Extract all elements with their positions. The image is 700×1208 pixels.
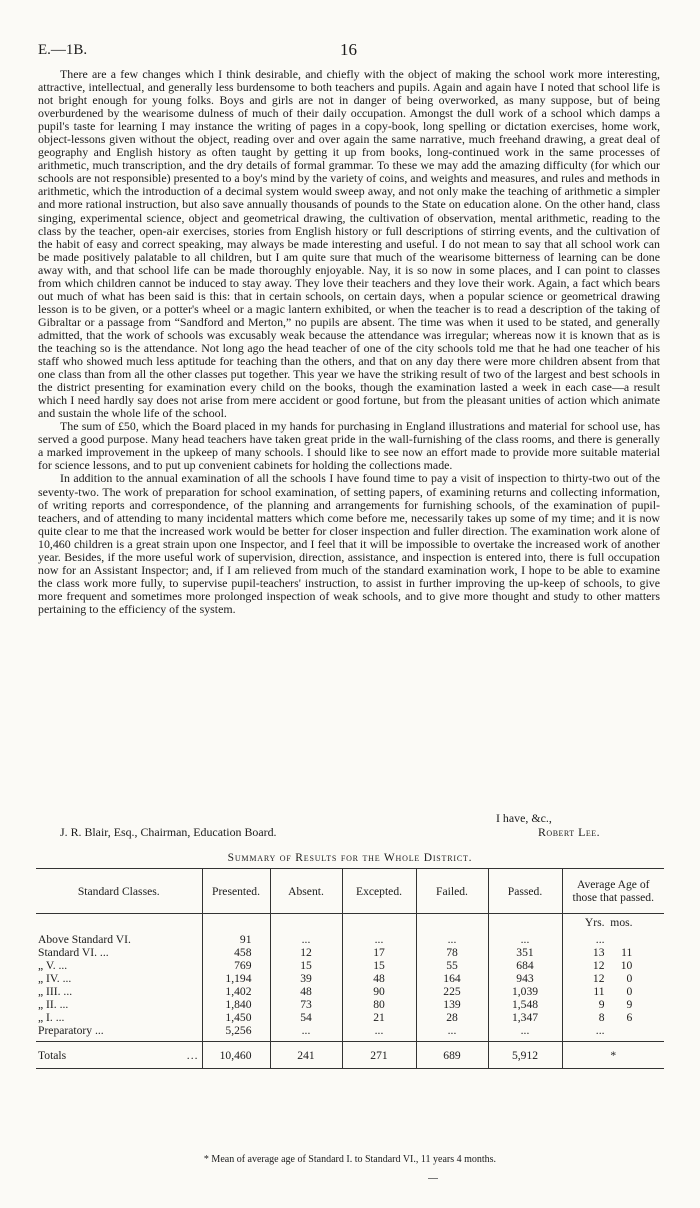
totals-row <box>36 1042 664 1069</box>
table-header-row <box>36 869 664 914</box>
table-row <box>36 1024 664 1037</box>
row-label: „ III. ... <box>38 985 73 998</box>
presented-cell: 1,450 <box>202 1011 270 1024</box>
units-row <box>36 914 664 930</box>
excepted-cell: 21 <box>342 1011 416 1024</box>
age-years: ... <box>595 933 605 946</box>
excepted-cell: 15 <box>342 959 416 972</box>
passed-cell: ... <box>488 933 562 946</box>
age-years: 11 <box>593 985 605 998</box>
age-months: 11 <box>621 946 633 959</box>
average-age-cell <box>562 946 664 959</box>
page-number: 16 <box>340 40 357 59</box>
age-months: 6 <box>626 1011 633 1024</box>
total-absent: 241 <box>270 1042 342 1069</box>
total-age: * <box>562 1042 664 1069</box>
presented-cell: 1,194 <box>202 972 270 985</box>
total-failed: 689 <box>416 1042 488 1069</box>
table-row <box>36 985 664 998</box>
passed-cell: 1,548 <box>488 998 562 1011</box>
absent-cell: 12 <box>270 946 342 959</box>
row-label: „ IV. ... <box>38 972 72 985</box>
row-label: „ I. ... <box>38 1011 65 1024</box>
absent-cell: 39 <box>270 972 342 985</box>
absent-cell: 48 <box>270 985 342 998</box>
row-label: „ V. ... <box>38 959 68 972</box>
excepted-cell: 90 <box>342 985 416 998</box>
excepted-cell: 17 <box>342 946 416 959</box>
failed-cell: 55 <box>416 959 488 972</box>
table-row <box>36 933 664 946</box>
passed-cell: 943 <box>488 972 562 985</box>
average-age-cell <box>562 985 664 998</box>
absent-cell: 15 <box>270 959 342 972</box>
presented-cell: 91 <box>202 933 270 946</box>
age-years: 9 <box>598 998 605 1011</box>
table-row <box>36 998 664 1011</box>
table-row <box>36 972 664 985</box>
age-months: 9 <box>626 998 633 1011</box>
absent-cell: 73 <box>270 998 342 1011</box>
presented-cell: 5,256 <box>202 1024 270 1037</box>
average-age-cell <box>562 933 664 946</box>
age-years: 12 <box>592 959 605 972</box>
table-data-rows <box>36 933 664 1037</box>
unit-years: Yrs. <box>584 916 605 929</box>
passed-cell: 1,039 <box>488 985 562 998</box>
absent-cell: ... <box>270 1024 342 1037</box>
average-age-cell <box>562 1024 664 1037</box>
failed-cell: 139 <box>416 998 488 1011</box>
failed-cell: 164 <box>416 972 488 985</box>
col-header-failed: Failed. <box>416 869 488 914</box>
signature: Robert Lee. <box>538 825 601 839</box>
col-header-presented: Presented. <box>202 869 270 914</box>
passed-cell: 684 <box>488 959 562 972</box>
col-header-average-age: Average Age of those that passed. <box>562 869 664 914</box>
failed-cell: 225 <box>416 985 488 998</box>
excepted-cell: 80 <box>342 998 416 1011</box>
paragraph-1: There are a few changes which I think desirable, and chiefly with the object of making the school work more interesting, attractive, intellectual, and generally less burdensome to both teachers and pupils. Again and again have I noted that school life is not bright enough for young folks. Boys and girls are not in danger of being overworked, as many suppose, but of being overburdened by the wearisome dulness of much of their daily occupation. Amongst the dull work of a school which damps a pupil's taste for learning I may instance the writing of pages in a copy-book, long spelling or dictation exercises, home work, object-lessons given without the object, reading over and over again the same narrative, much freehand drawing, a great deal of geography and English history as often taught by getting it up from books, long-continued work in the same processes of arithmetic, much transcription, and the dry details of formal grammar. To these we may add the amazing difficulty (for which our schools are not responsible) presented to a boy's mind by the variety of coins, and weights and measures, and rules and methods in arithmetic, which the introduction of a decimal system would sweep away, and not only make the teaching of arithmetic a simpler and more rational instruction, but also save annually thousands of pounds to the State on education alone. On the other hand, class singing, experimental science, object and geometrical drawing, the cultivation of observation, mental arithmetic, reading to the class by the teacher, open-air exercises, stories from English history or full descriptions of stirring events, and the cultivation of the habit of easy and correct speaking, may always be made interesting and useful. I do not mean to say that all school work can be made positively palatable to all children, but I am quite sure that much of the wearisome bitterness of learning can be done away with, and that school life can be made thoroughly enjoyable. Nay, it is so now in some places, and I can point to classes from which children cannot be induced to stay away. They love their teachers and they love their work. Again, a fact which bears out much of what has been said is this: that in certain schools, on certain days, when a popular science or geometrical drawing lesson is to be given, or a potter's wheel or a magic lantern exhibited, or when the teacher is to read a description of the taking of Gibraltar or a passage from “Sandford and Merton,” no pupils are absent. The time was when it used to be stated, and generally admitted, that the work of schools was excusably weak because the attendance was irregular; whereas now it is known that as is the teaching so is the attendance. Not long ago the head teacher of one of the city schools told me that he had one teacher of his staff who showed much less aptitude for teaching than the others, and that on any day there were more children absent from that one class than from all the other classes put together. This year we have the striking result of two of the largest and best schools in the district presenting for examination every child on the books, though the examination lasted a week in each case—a result which I need hardly say does not arise from mere accident or good fortune, but from the pleasant unities of action which animate and sustain the whole life of the school. <box>38 67 660 421</box>
row-label: Preparatory ... <box>38 1024 104 1037</box>
total-presented: 10,460 <box>202 1042 270 1069</box>
average-age-cell <box>562 1011 664 1024</box>
table-row <box>36 946 664 959</box>
total-excepted: 271 <box>342 1042 416 1069</box>
average-age-cell <box>562 959 664 972</box>
table-footnote: * Mean of average age of Standard I. to Standard VI., 11 years 4 months. <box>203 1154 497 1165</box>
average-age-cell <box>562 972 664 985</box>
age-years: 13 <box>592 946 605 959</box>
salutation: I have, &c., <box>496 811 552 825</box>
table-body <box>36 914 664 934</box>
col-header-passed: Passed. <box>488 869 562 914</box>
age-months: 0 <box>626 985 633 998</box>
col-header-absent: Absent. <box>270 869 342 914</box>
age-months: 10 <box>620 959 633 972</box>
passed-cell: ... <box>488 1024 562 1037</box>
report-body <box>38 68 660 616</box>
row-label: Standard VI. ... <box>38 946 109 959</box>
page-reference: E.—1B. <box>38 42 88 58</box>
age-years: 12 <box>592 972 605 985</box>
col-header-excepted: Excepted. <box>342 869 416 914</box>
passed-cell: 351 <box>488 946 562 959</box>
absent-cell: ... <box>270 933 342 946</box>
paragraph-3: In addition to the annual examination of all the schools I have found time to pay a visit of inspection to thirty-two out of the seventy-two. The work of preparation for school examination, of setting papers, of examining returns and collecting information, of writing reports and correspondence, of the planning and arrangements for furnishing schools, of the examination of pupil-teachers, and of attending to many incidental matters which come before me, necessarily takes up some of my time; and it is now quite clear to me that the increased work would be better for closer inspection and fuller direction. The examination work alone of 10,460 children is a great strain upon one Inspector, and I feel that it will be impossible to overtake the increased work of another year. Besides, if the more useful work of supervision, direction, assistance, and inspection is entered into, there is full occupation now for an Assistant Inspector; and, if I am relieved from much of the standard examination work, I hope to be able to examine the class work more fully, to supervise pupil-teachers' instruction, to assist in further improving the up-keep of schools, to give more frequent and sometimes more prolonged inspection of weak schools, and to give more thought and study to other matters pertaining to the efficiency of the system. <box>38 471 660 616</box>
presented-cell: 769 <box>202 959 270 972</box>
results-table <box>36 868 664 1069</box>
age-years: 8 <box>598 1011 605 1024</box>
table-title: Summary of Results for the Whole District. <box>227 852 473 864</box>
table-row <box>36 1011 664 1024</box>
presented-cell: 1,402 <box>202 985 270 998</box>
failed-cell: 28 <box>416 1011 488 1024</box>
unit-months: mos. <box>610 916 633 929</box>
addressee: J. R. Blair, Esq., Chairman, Education Board. <box>60 825 277 839</box>
age-years: ... <box>595 1024 605 1037</box>
excepted-cell: ... <box>342 1024 416 1037</box>
presented-cell: 458 <box>202 946 270 959</box>
paragraph-2: The sum of £50, which the Board placed in my hands for purchasing in England illustrations and material for school use, has served a good purpose. Many head teachers have taken great pride in the wall-furnishing of the class rooms, and there is generally a marked improvement in the upkeep of many schools. I should like to see now an effort made to provide more suitable material for science lessons, and to put up convenient cabinets for holding the collections made. <box>38 419 660 473</box>
total-passed: 5,912 <box>488 1042 562 1069</box>
totals-label: Totals ... <box>36 1042 202 1069</box>
table-row <box>36 959 664 972</box>
presented-cell: 1,840 <box>202 998 270 1011</box>
failed-cell: 78 <box>416 946 488 959</box>
excepted-cell: 48 <box>342 972 416 985</box>
row-label: Above Standard VI. <box>38 933 131 946</box>
passed-cell: 1,347 <box>488 1011 562 1024</box>
page-mark <box>428 1178 438 1179</box>
average-age-cell <box>562 998 664 1011</box>
absent-cell: 54 <box>270 1011 342 1024</box>
excepted-cell: ... <box>342 933 416 946</box>
failed-cell: ... <box>416 933 488 946</box>
col-header-standard: Standard Classes. <box>36 869 202 914</box>
failed-cell: ... <box>416 1024 488 1037</box>
row-label: „ II. ... <box>38 998 69 1011</box>
age-months: 0 <box>626 972 633 985</box>
